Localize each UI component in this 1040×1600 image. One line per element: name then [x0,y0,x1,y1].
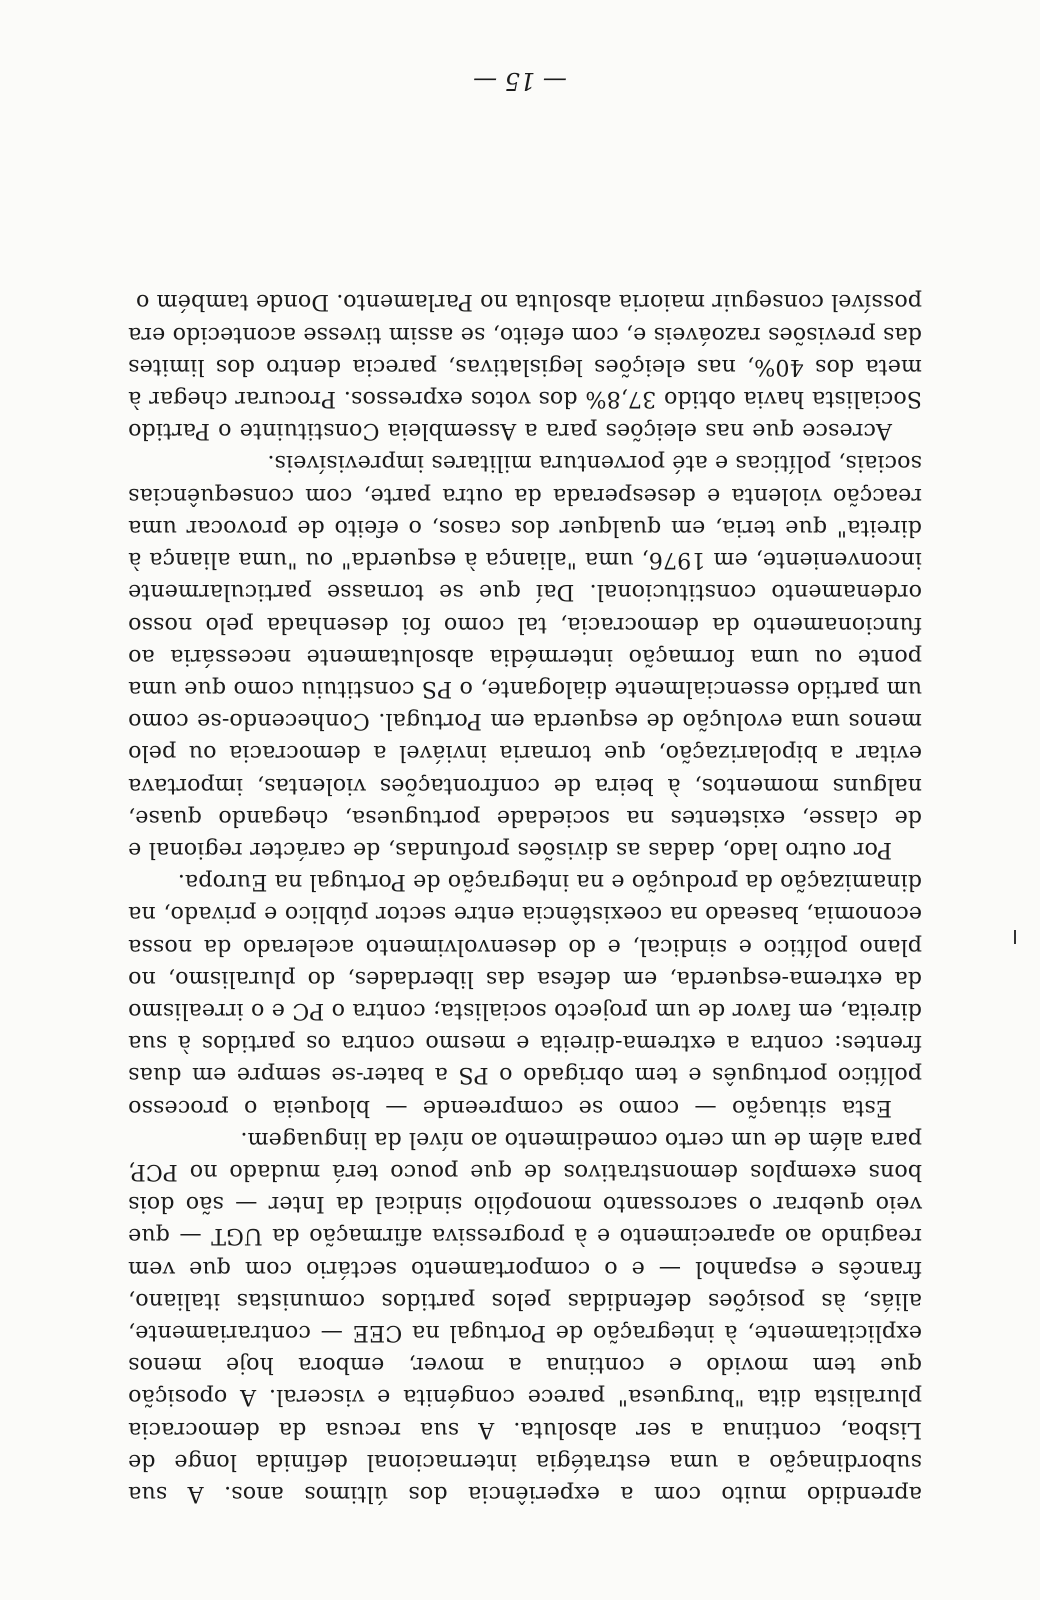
body-text [128,286,922,1510]
paragraph-1: aprendido muito com a experiência dos últimos anos. A sua subordinação a uma estratégia internacional definida longe de Lisboa, continua a ser absoluta. A sua recusa da democracia pluralista dita "burguesa" parece congénita e visceral. A oposição que tem movido e continua a mover, embora hoje menos explicitamente, à integração de Portugal na CEE — contrariamente, aliás, às posições defendidas pelos partidos comunistas italiano, francês e espanhol — e o comportamento sectário com que vem reagindo ao aparecimento e à progressiva afirmação da UGT — que veio quebrar o sacrossanto monopólio sindical da Inter — são dois bons exemplos demonstrativos de que pouco terá mudado no PCP, para além de um certo comedimento ao nível da linguagem. [128,1126,922,1507]
margin-mark [1014,930,1016,944]
paragraph-4: Acresce que nas eleições para a Assembleia Constituinte o Partido Socialista havia obtido 37,8% dos votos expressos. Procurar chegar à meta dos 40%, nas eleições legislativas, parecia dentro dos limites das previsões razoáveis e, com efeito, se assim tivesse acontecido era possível conseguir maioria absoluta no Parlamento. Donde também o [128,289,922,445]
paragraph-2: Esta situação — como se compreende — bloqueia o processo político português e tem obrigado o PS a bater-se sempre em duas frentes: contra a extrema-direita e mesmo contra os partidos à sua direita, em favor de um projecto socialista; contra o PC e o irrealismo da extrema-esquerda, em defesa das liberdades, do pluralismo, no plano político e sindical, e do desenvolvimento acelerado da nossa economia, baseado na coexistência entre sector público e privado, na dinamização da produção e na integração de Portugal na Europa. [128,869,922,1121]
paragraph-3: Por outro lado, dadas as divisões profundas, de carácter regional e de classe, existentes na sociedade portuguesa, chegando quase, nalguns momentos, à beira de confrontações violentas, importava evitar a bipolarização, que tornaria inviável a democracia ou pelo menos uma evolução de esquerda em Portugal. Conhecendo-se como um partido essencialmente dialogante, o PS constituiu como que uma ponte ou uma formação intermédia absolutamente necessária ao funcionamento da democracia, tal como foi desenhada pelo nosso ordenamento constitucional. Daí que se tornasse particularmente inconveniente, em 1976, uma "aliança à esquerda" ou "uma aliança à direita" que teria, em qualquer dos casos, o efeito de provocar uma reacção violenta e desesperada da outra parte, com consequências sociais, políticas e até porventura militares imprevisíveis. [128,450,922,863]
page-number: — 15 — [473,67,567,95]
